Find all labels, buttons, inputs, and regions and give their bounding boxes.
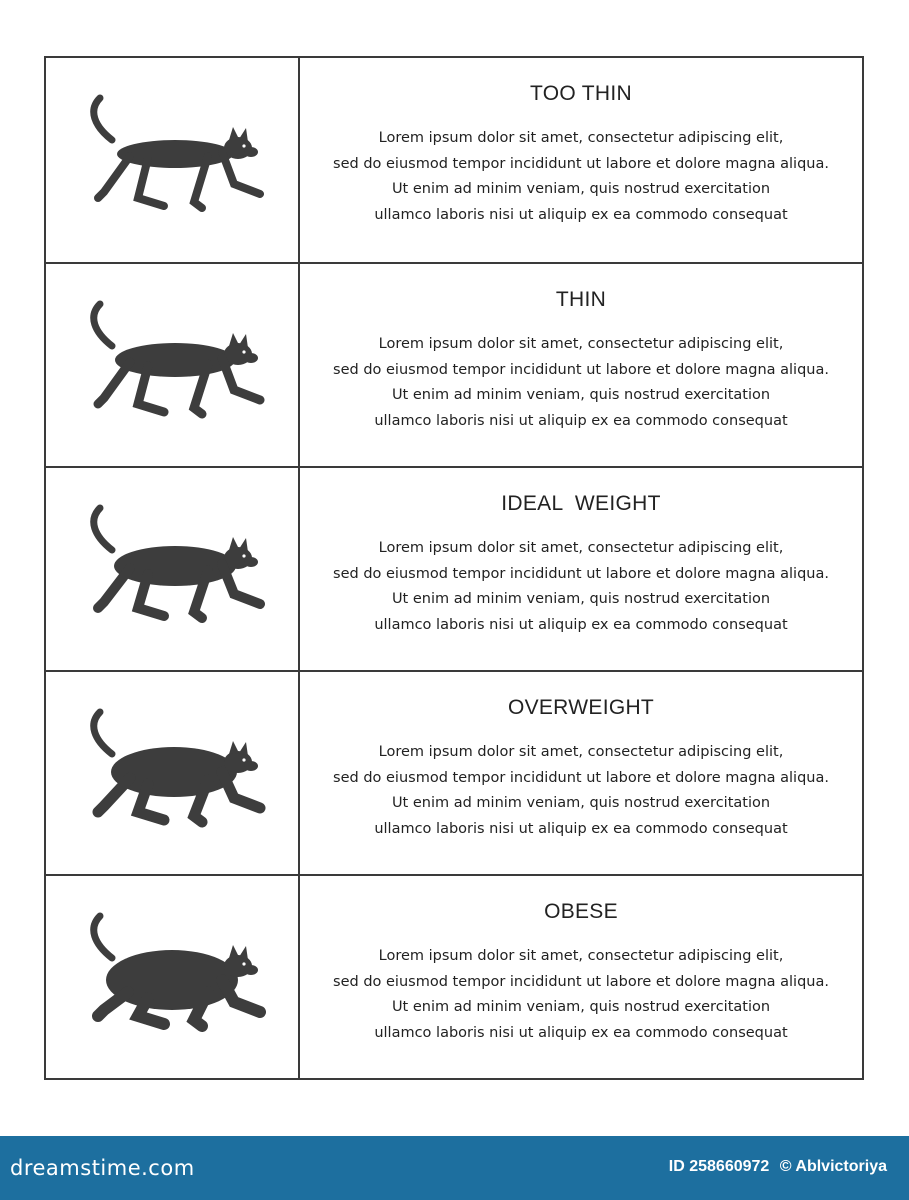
cat-body-condition-chart bbox=[44, 56, 864, 1080]
condition-description bbox=[300, 126, 862, 228]
icon-cell bbox=[46, 468, 300, 670]
condition-title: THIN bbox=[555, 288, 607, 311]
description-line: sed do eiusmod tempor incididunt ut labore et dolore magna aliqua. bbox=[333, 973, 829, 990]
condition-row-thin bbox=[46, 262, 862, 466]
condition-row-obese bbox=[46, 874, 862, 1078]
description-line: Ut enim ad minim veniam, quis nostrud exercitation bbox=[391, 181, 771, 197]
description-cell bbox=[300, 468, 862, 670]
description-cell bbox=[300, 672, 862, 874]
description-line: Lorem ipsum dolor sit amet, consectetur adipiscing elit, bbox=[378, 540, 784, 556]
description-line: ullamco laboris nisi ut aliquip ex ea commodo consequat bbox=[374, 206, 788, 223]
description-line: Ut enim ad minim veniam, quis nostrud exercitation bbox=[391, 387, 771, 403]
description-line: Lorem ipsum dolor sit amet, consectetur adipiscing elit, bbox=[378, 948, 784, 964]
description-line: ullamco laboris nisi ut aliquip ex ea commodo consequat bbox=[374, 616, 788, 633]
description-line: Lorem ipsum dolor sit amet, consectetur adipiscing elit, bbox=[378, 744, 784, 760]
condition-row-overweight bbox=[46, 670, 862, 874]
description-line: ullamco laboris nisi ut aliquip ex ea commodo consequat bbox=[374, 412, 788, 429]
image-id: ID 258660972 bbox=[668, 1158, 770, 1175]
description-line: Ut enim ad minim veniam, quis nostrud exercitation bbox=[391, 591, 771, 607]
condition-title: IDEAL WEIGHT bbox=[501, 492, 661, 515]
cat-silhouette-overweight-icon bbox=[90, 708, 266, 836]
cat-silhouette-obese-icon bbox=[90, 912, 266, 1040]
image-credit bbox=[669, 1158, 887, 1176]
dreamstime-logo: dreamstime.com bbox=[10, 1156, 195, 1180]
condition-title: OBESE bbox=[544, 900, 618, 923]
icon-cell bbox=[46, 264, 300, 466]
description-line: sed do eiusmod tempor incididunt ut labore et dolore magna aliqua. bbox=[333, 565, 829, 582]
condition-title: OVERWEIGHT bbox=[507, 696, 655, 719]
description-line: ullamco laboris nisi ut aliquip ex ea commodo consequat bbox=[374, 820, 788, 837]
condition-description bbox=[300, 536, 862, 638]
description-cell bbox=[300, 876, 862, 1078]
description-line: sed do eiusmod tempor incididunt ut labore et dolore magna aliqua. bbox=[333, 769, 829, 786]
cat-silhouette-too-thin-icon bbox=[90, 94, 266, 222]
description-line: sed do eiusmod tempor incididunt ut labore et dolore magna aliqua. bbox=[333, 361, 829, 378]
icon-cell bbox=[46, 672, 300, 874]
description-line: Ut enim ad minim veniam, quis nostrud exercitation bbox=[391, 999, 771, 1015]
watermark-footer-bar bbox=[0, 1136, 909, 1200]
icon-cell bbox=[46, 58, 300, 262]
cat-silhouette-thin-icon bbox=[90, 300, 266, 428]
description-cell bbox=[300, 264, 862, 466]
condition-row-too-thin bbox=[46, 58, 862, 262]
description-line: Lorem ipsum dolor sit amet, consectetur adipiscing elit, bbox=[378, 130, 784, 146]
description-cell bbox=[300, 58, 862, 262]
condition-description bbox=[300, 332, 862, 434]
condition-title: TOO THIN bbox=[530, 82, 632, 105]
description-line: ullamco laboris nisi ut aliquip ex ea commodo consequat bbox=[374, 1024, 788, 1041]
condition-row-ideal-weight bbox=[46, 466, 862, 670]
condition-description bbox=[300, 944, 862, 1046]
image-author: © Ablvictoriya bbox=[779, 1158, 887, 1175]
description-line: sed do eiusmod tempor incididunt ut labore et dolore magna aliqua. bbox=[333, 155, 829, 172]
condition-description bbox=[300, 740, 862, 842]
cat-silhouette-ideal-weight-icon bbox=[90, 504, 266, 632]
icon-cell bbox=[46, 876, 300, 1078]
description-line: Lorem ipsum dolor sit amet, consectetur adipiscing elit, bbox=[378, 336, 784, 352]
description-line: Ut enim ad minim veniam, quis nostrud exercitation bbox=[391, 795, 771, 811]
